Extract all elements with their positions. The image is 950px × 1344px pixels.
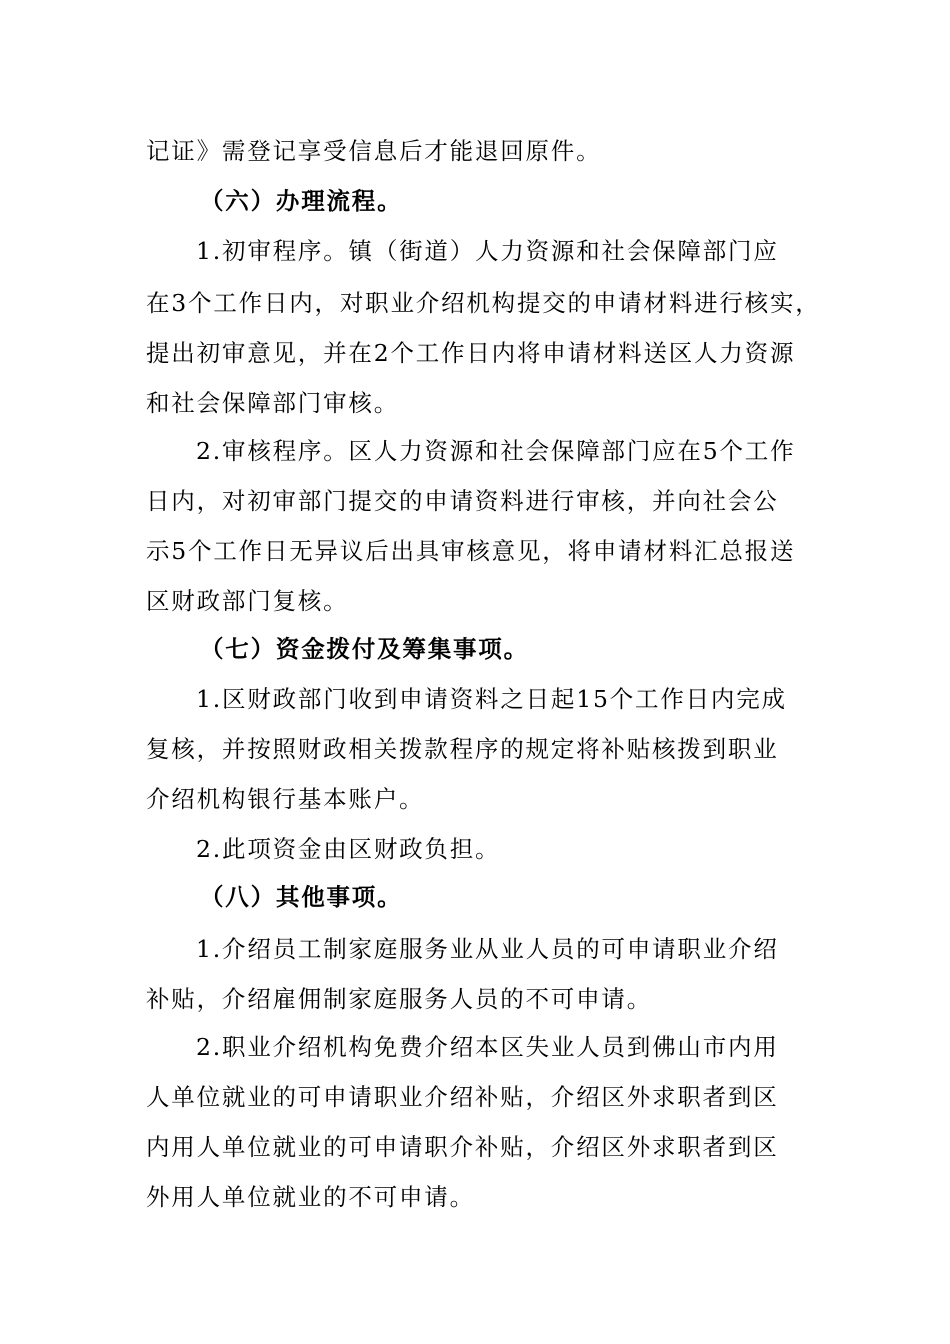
paragraph-first-line: 1.初审程序。镇（街道）人力资源和社会保障部门应 <box>196 237 779 265</box>
paragraph-line: 补贴，介绍雇佣制家庭服务人员的不可申请。 <box>146 985 652 1013</box>
section-heading-six: （六）办理流程。 <box>200 187 403 215</box>
paragraph-line: 介绍机构银行基本账户。 <box>146 785 425 813</box>
paragraph-first-line: 1.介绍员工制家庭服务业从业人员的可申请职业介绍 <box>196 935 779 963</box>
paragraph-line: 提出初审意见，并在2个工作日内将申请材料送区人力资源 <box>146 339 796 367</box>
section-heading-eight: （八）其他事项。 <box>200 883 403 911</box>
paragraph-line: 外用人单位就业的不可申请。 <box>146 1183 475 1211</box>
section-heading-seven: （七）资金拨付及筹集事项。 <box>200 635 529 663</box>
paragraph-line: 人单位就业的可申请职业介绍补贴，介绍区外求职者到区 <box>146 1083 779 1111</box>
paragraph-continuation: 记证》需登记享受信息后才能退回原件。 <box>146 137 602 165</box>
paragraph-line: 内用人单位就业的可申请职介补贴，介绍区外求职者到区 <box>146 1133 779 1161</box>
paragraph-line: 日内，对初审部门提交的申请资料进行审核，并向社会公 <box>146 487 779 515</box>
paragraph-line: 和社会保障部门审核。 <box>146 389 399 417</box>
paragraph-first-line: 2.审核程序。区人力资源和社会保障部门应在5个工作 <box>196 437 796 465</box>
paragraph-first-line: 2.此项资金由区财政负担。 <box>196 835 501 863</box>
paragraph-first-line: 2.职业介绍机构免费介绍本区失业人员到佛山市内用 <box>196 1033 779 1061</box>
paragraph-line: 区财政部门复核。 <box>146 587 349 615</box>
paragraph-line: 在3个工作日内，对职业介绍机构提交的申请材料进行核实， <box>146 289 821 317</box>
paragraph-line: 示5个工作日无异议后出具审核意见，将申请材料汇总报送 <box>146 537 796 565</box>
paragraph-line: 复核，并按照财政相关拨款程序的规定将补贴核拨到职业 <box>146 735 779 763</box>
paragraph-first-line: 1.区财政部门收到申请资料之日起15个工作日内完成 <box>196 685 787 713</box>
